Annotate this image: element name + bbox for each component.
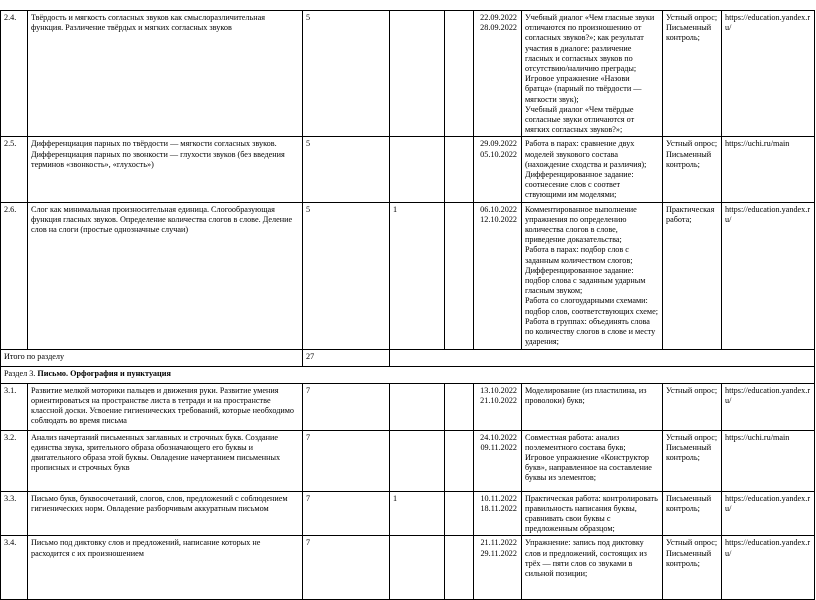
dates-cell: 21.11.2022 29.11.2022 — [474, 536, 522, 600]
control-cell: 1 — [390, 202, 445, 349]
hours-cell: 5 — [303, 137, 390, 202]
section-title — [1, 366, 815, 383]
row-number: 2.6. — [1, 202, 28, 349]
row-number: 3.3. — [1, 491, 28, 536]
practice-cell — [445, 430, 474, 491]
practice-cell — [445, 11, 474, 137]
hours-cell: 7 — [303, 536, 390, 600]
activity-cell: Работа в парах: сравнение двух моделей звукового состава (нахождение сходства и различия); Дифференцированное задание: соотнесение слов с соответ ствующими им моделями; — [522, 137, 663, 202]
topic-cell: Письмо букв, буквосочетаний, слогов, слов, предложений с соблюдением гигиенических норм. Овладение разборчивым аккуратным письмом — [28, 491, 303, 536]
resource-link[interactable]: https://uchi.ru/main — [722, 430, 815, 491]
topic-cell: Дифференциация парных по твёрдости — мягкости согласных звуков. Дифференциация парных по звонкости — глухости звуков (без введения терминов «звонкость», «глухость») — [28, 137, 303, 202]
form-cell: Устный опрос; Письменный контроль; — [663, 536, 722, 600]
dates-cell: 13.10.2022 21.10.2022 — [474, 383, 522, 430]
control-cell — [390, 383, 445, 430]
row-number: 3.4. — [1, 536, 28, 600]
form-cell: Устный опрос; Письменный контроль; — [663, 11, 722, 137]
resource-link[interactable]: https://education.yandex.ru/ — [722, 202, 815, 349]
table-row — [1, 430, 815, 491]
control-cell: 1 — [390, 491, 445, 536]
row-number: 2.4. — [1, 11, 28, 137]
control-cell — [390, 11, 445, 137]
form-cell: Письменный контроль; — [663, 491, 722, 536]
form-cell: Устный опрос; Письменный контроль; — [663, 430, 722, 491]
topic-cell: Слог как минимальная произносительная единица. Слогообразующая функция гласных звуков. Определение количества слогов в слове. Деление слов на слоги (простые однозначные случаи) — [28, 202, 303, 349]
dates-cell: 22.09.2022 28.09.2022 — [474, 11, 522, 137]
hours-cell: 7 — [303, 383, 390, 430]
row-number: 3.2. — [1, 430, 28, 491]
practice-cell — [445, 137, 474, 202]
topic-cell: Анализ начертаний письменных заглавных и строчных букв. Создание единства звука, зрительного образа обозначающего его буквы и двигательного образа этой буквы. Овладение начертанием письменных прописных и строчных букв — [28, 430, 303, 491]
table-row — [1, 137, 815, 202]
topic-cell: Развитие мелкой моторики пальцев и движения руки. Развитие умения ориентироваться на пространстве листа в тетради и на пространстве классной доски. Усвоение гигиенических требований, которые необходимо соблюдать во время письма — [28, 383, 303, 430]
form-cell: Устный опрос; — [663, 383, 722, 430]
row-number: 2.5. — [1, 137, 28, 202]
hours-cell: 5 — [303, 202, 390, 349]
practice-cell — [445, 202, 474, 349]
control-cell — [390, 137, 445, 202]
topic-cell: Твёрдость и мягкость согласных звуков как смыслоразличительная функция. Различение твёрдых и мягких согласных звуков — [28, 11, 303, 137]
dates-cell: 06.10.2022 12.10.2022 — [474, 202, 522, 349]
dates-cell: 24.10.2022 09.11.2022 — [474, 430, 522, 491]
curriculum-table — [0, 10, 815, 600]
activity-cell: Совместная работа: анализ поэлементного состава букв; Игровое упражнение «Конструктор букв», направленное на составление буквы из элементов; — [522, 430, 663, 491]
dates-cell: 10.11.2022 18.11.2022 — [474, 491, 522, 536]
activity-cell: Упражнение: запись под диктовку слов и предложений, состоящих из трёх — пяти слов со звуками в сильной позиции; — [522, 536, 663, 600]
table-row — [1, 536, 815, 600]
total-hours: 27 — [303, 349, 390, 366]
topic-cell: Письмо под диктовку слов и предложений, написание которых не расходится с их произношением — [28, 536, 303, 600]
activity-cell: Практическая работа: контролировать правильность написания буквы, сравнивать свои буквы с предложенным образцом; — [522, 491, 663, 536]
form-cell: Устный опрос; Письменный контроль; — [663, 137, 722, 202]
table-row — [1, 383, 815, 430]
row-number: 3.1. — [1, 383, 28, 430]
resource-link[interactable]: https://education.yandex.ru/ — [722, 383, 815, 430]
practice-cell — [445, 536, 474, 600]
table-row — [1, 202, 815, 349]
section-total-row — [1, 349, 815, 366]
practice-cell — [445, 491, 474, 536]
section-name: Письмо. Орфография и пунктуация — [37, 368, 171, 378]
practice-cell — [445, 383, 474, 430]
hours-cell: 5 — [303, 11, 390, 137]
resource-link[interactable]: https://education.yandex.ru/ — [722, 491, 815, 536]
resource-link[interactable]: https://uchi.ru/main — [722, 137, 815, 202]
control-cell — [390, 536, 445, 600]
hours-cell: 7 — [303, 430, 390, 491]
table-row — [1, 11, 815, 137]
activity-cell: Моделирование (из пластилина, из проволоки) букв; — [522, 383, 663, 430]
total-empty — [390, 349, 815, 366]
section-prefix: Раздел 3. — [4, 368, 36, 378]
dates-cell: 29.09.2022 05.10.2022 — [474, 137, 522, 202]
hours-cell: 7 — [303, 491, 390, 536]
form-cell: Практическая работа; — [663, 202, 722, 349]
table-row — [1, 491, 815, 536]
section-header-row — [1, 366, 815, 383]
total-label: Итого по разделу — [1, 349, 303, 366]
resource-link[interactable]: https://education.yandex.ru/ — [722, 536, 815, 600]
control-cell — [390, 430, 445, 491]
resource-link[interactable]: https://education.yandex.ru/ — [722, 11, 815, 137]
activity-cell: Комментированное выполнение упражнения по определению количества слогов в слове, приведение доказательства; Работа в парах: подбор слов с заданным количеством слогов; Дифференцированное задание: подбор слова с заданным ударным гласным звуком; Работа со слогоударными схемами: подбор слов, соответствующих схеме; Работа в группах: объединять слова по количеству слогов в слове и месту ударения; — [522, 202, 663, 349]
activity-cell: Учебный диалог «Чем гласные звуки отличаются по произношению от согласных звуков?»; как результат участия в диалоге: различение гласных и согласных звуков по отсутствию/наличию преграды; Игровое упражнение «Назови братца» (парный по твёрдости — мягкости звук); Учебный диалог «Чем твёрдые согласные звуки отличаются от мягких согласных звуков?»; — [522, 11, 663, 137]
